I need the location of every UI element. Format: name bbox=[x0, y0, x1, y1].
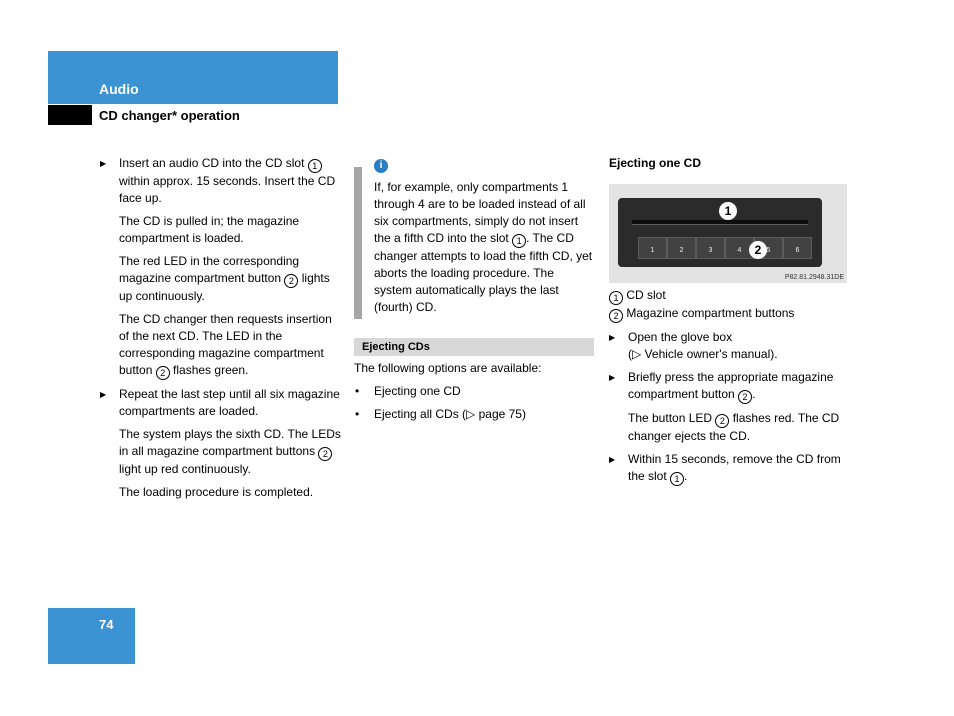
text: within approx. 15 seconds. Insert the CD face up. bbox=[119, 174, 336, 205]
info-icon: i bbox=[374, 159, 388, 173]
header-band bbox=[48, 51, 338, 104]
paragraph bbox=[119, 426, 342, 478]
header-marker bbox=[48, 105, 92, 125]
callout-2: 2 bbox=[715, 414, 729, 428]
callout-2: 2 bbox=[318, 447, 332, 461]
callout-1: 1 bbox=[308, 159, 322, 173]
subheading-ejecting-one: Ejecting one CD bbox=[609, 156, 702, 170]
cd-changer-figure bbox=[609, 184, 847, 283]
magazine-button: 6 bbox=[783, 237, 812, 259]
callout-1: 1 bbox=[670, 472, 684, 486]
text: If, for example, only compartments 1 through 4 are to be loaded instead of all six compartments, simply do not insert the a fifth CD into the slot bbox=[374, 180, 586, 245]
magazine-button: 1 bbox=[638, 237, 667, 259]
callout-2: 2 bbox=[284, 274, 298, 288]
text: flashes green. bbox=[169, 363, 249, 377]
text: . The CD changer attempts to load the fifth CD, yet aborts the loading procedure. The system automatically plays the last (fourth) CD. bbox=[374, 231, 593, 314]
magazine-button: 4 bbox=[725, 237, 754, 259]
callout-2: 2 bbox=[738, 390, 752, 404]
text: . bbox=[684, 469, 688, 483]
text: (▷ Vehicle owner's manual). bbox=[628, 347, 778, 361]
step-repeat: ▶ Repeat the last step until all six magazine compartments are loaded. bbox=[119, 386, 342, 420]
step-open-glovebox bbox=[628, 329, 849, 363]
figure-legend bbox=[609, 287, 849, 323]
subsection-title: CD changer* operation bbox=[99, 108, 240, 123]
column-note bbox=[354, 155, 594, 429]
text: Briefly press the appropriate magazine compartment button bbox=[628, 370, 834, 401]
cd-slot bbox=[632, 220, 808, 225]
list-item: • Ejecting all CDs (▷ page 75) bbox=[374, 406, 594, 423]
step-insert-cd bbox=[119, 155, 342, 207]
section-heading-ejecting: Ejecting CDs bbox=[354, 338, 594, 356]
text: flashes red. The CD changer ejects the CD. bbox=[628, 411, 840, 443]
text: Magazine compartment buttons bbox=[626, 306, 795, 320]
callout-2: 2 bbox=[156, 366, 170, 380]
figure-code: P82.81.2948.31DE bbox=[784, 274, 844, 281]
callout-2: 2 bbox=[609, 309, 623, 323]
figure-callout-2: 2 bbox=[749, 241, 767, 259]
legend-item bbox=[609, 287, 849, 305]
callout-1: 1 bbox=[512, 234, 526, 248]
text: Insert an audio CD into the CD slot bbox=[119, 156, 308, 170]
list-item: • Ejecting one CD bbox=[374, 383, 594, 400]
text: CD slot bbox=[626, 288, 666, 302]
callout-1: 1 bbox=[609, 291, 623, 305]
magazine-button: 2 bbox=[667, 237, 696, 259]
step-press-button bbox=[628, 369, 849, 404]
text: The CD changer then requests insertion of the next CD. The LED in the corresponding magazine compartment button bbox=[119, 312, 332, 377]
text: ▶ Open the glove box bbox=[628, 330, 733, 344]
paragraph bbox=[119, 253, 342, 305]
text: The system plays the sixth CD. The LEDs in all magazine compartment buttons bbox=[119, 427, 341, 458]
page-number: 74 bbox=[99, 617, 114, 632]
text: The red LED in the corresponding magazine compartment button bbox=[119, 254, 300, 285]
paragraph: The loading procedure is completed. bbox=[119, 485, 314, 499]
step-remove-cd bbox=[628, 451, 849, 486]
magazine-button: 5 bbox=[754, 237, 783, 259]
column-loading bbox=[100, 155, 342, 507]
text: The button LED bbox=[628, 411, 716, 425]
paragraph: The following options are available: bbox=[354, 361, 542, 375]
cd-changer-unit bbox=[618, 198, 822, 267]
figure-callout-1: 1 bbox=[719, 202, 737, 220]
note-bar bbox=[354, 167, 362, 319]
page-number-box bbox=[48, 608, 135, 664]
text: . bbox=[752, 387, 756, 401]
text: lights up continuously. bbox=[119, 271, 330, 303]
legend-item bbox=[609, 305, 849, 323]
column-eject bbox=[609, 155, 849, 492]
text: light up red continuously. bbox=[119, 462, 251, 476]
note-text bbox=[374, 179, 594, 316]
paragraph bbox=[119, 311, 342, 380]
paragraph: The CD is pulled in; the magazine compartment is loaded. bbox=[119, 214, 300, 245]
magazine-button: 3 bbox=[696, 237, 725, 259]
text: Within 15 seconds, remove the CD from the slot bbox=[628, 452, 841, 483]
paragraph bbox=[628, 410, 849, 445]
section-title: Audio bbox=[99, 81, 139, 97]
info-note bbox=[354, 159, 594, 316]
